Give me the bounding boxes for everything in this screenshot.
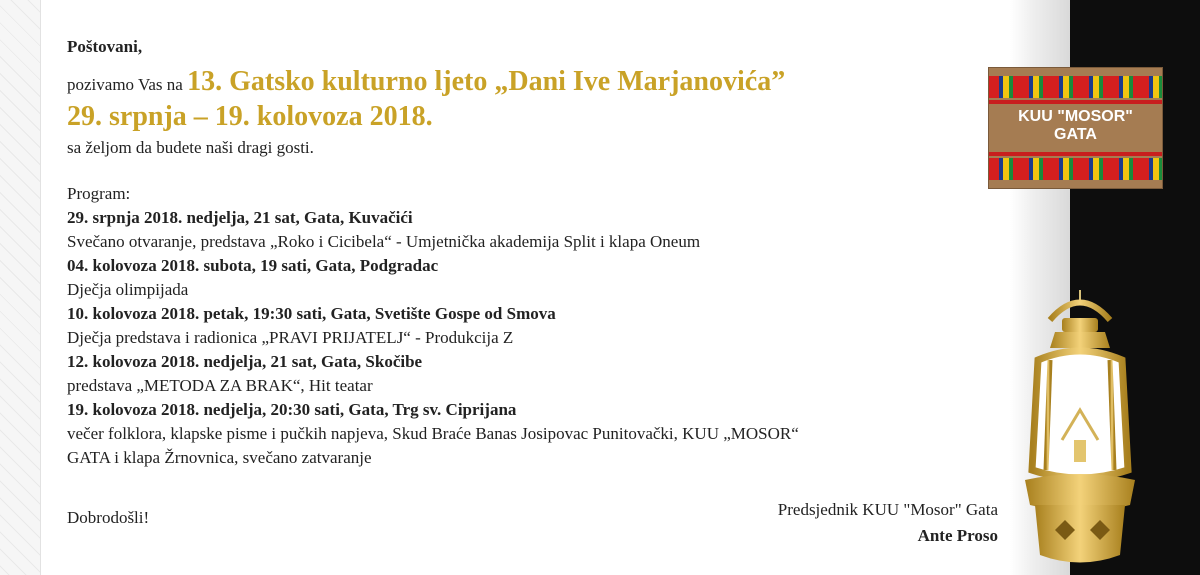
invite-prefix: pozivamo Vas na — [67, 75, 183, 94]
program-item — [67, 206, 1017, 254]
program-item — [67, 350, 1017, 398]
logo-line2: GATA — [1054, 126, 1097, 143]
letter-content — [67, 35, 1017, 470]
program-item-desc: predstava „METODA ZA BRAK“, Hit teatar — [67, 376, 373, 395]
folk-pattern-logo — [988, 67, 1163, 189]
program-item-title: 04. kolovoza 2018. subota, 19 sati, Gata, Podgradac — [67, 256, 439, 275]
invite-line — [67, 67, 1017, 100]
logo-pattern-band-top — [989, 76, 1162, 98]
program-item — [67, 398, 1017, 470]
program-item-desc: Dječja predstava i radionica „PRAVI PRIJATELJ“ - Produkcija Z — [67, 328, 514, 347]
program-label: Program: — [67, 184, 131, 203]
program-item-desc: Dječja olimpijada — [67, 280, 189, 299]
closing-text: Dobrodošli! — [67, 508, 150, 527]
greeting: Poštovani, — [67, 37, 143, 56]
decorative-border — [0, 0, 41, 575]
logo-stripe — [989, 100, 1162, 104]
signature-block — [778, 497, 998, 549]
program-item-desc: večer folklora, klapske pisme i pučkih napjeva, Skud Braće Banas Josipovac Punitovački, KUU „MOSOR“ — [67, 424, 799, 443]
program-item-desc: Svečano otvaranje, predstava „Roko i Cicibela“ - Umjetnička akademija Split i klapa Oneum — [67, 232, 701, 251]
signature-role: Predsjednik KUU "Mosor" Gata — [777, 500, 998, 519]
logo-line1: KUU "MOSOR" — [1018, 108, 1133, 125]
program-item — [67, 302, 1017, 350]
program-list — [67, 206, 1017, 470]
program-item-title: 29. srpnja 2018. nedjelja, 21 sat, Gata, Kuvačići — [67, 208, 413, 227]
signature-name: Ante Proso — [917, 526, 998, 545]
program-item-title: 19. kolovoza 2018. nedjelja, 20:30 sati, Gata, Trg sv. Ciprijana — [67, 400, 517, 419]
event-name: 13. Gatsko kulturno ljeto „Dani Ive Marjanovića” — [187, 66, 786, 97]
program-item — [67, 254, 1017, 302]
event-dates: 29. srpnja – 19. kolovoza 2018. — [67, 101, 433, 132]
program-item-title: 12. kolovoza 2018. nedjelja, 21 sat, Gata, Skočibe — [67, 352, 423, 371]
program-item-desc-continued: GATA i klapa Žrnovnica, svečano zatvaranje — [67, 448, 372, 467]
logo-text — [989, 108, 1162, 144]
logo-pattern-band-bottom — [989, 158, 1162, 180]
logo-stripe — [989, 152, 1162, 156]
lantern-icon — [1010, 290, 1160, 575]
program-item-title: 10. kolovoza 2018. petak, 19:30 sati, Gata, Svetište Gospe od Smova — [67, 304, 556, 323]
wish-text: sa željom da budete naši dragi gosti. — [67, 138, 314, 157]
